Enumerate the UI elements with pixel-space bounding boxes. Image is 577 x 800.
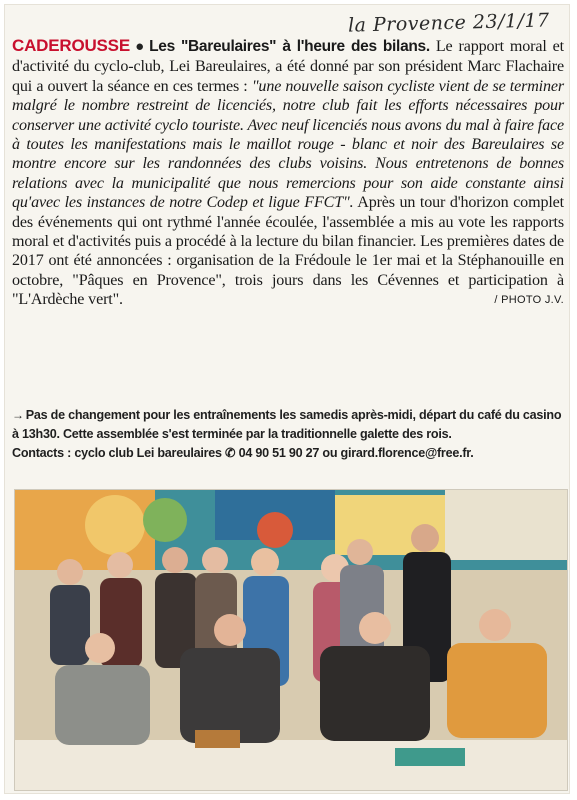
article-text bbox=[12, 36, 564, 310]
group-photo-illustration bbox=[15, 490, 567, 790]
article-lead: Le rapport moral et d'activité du cyclo-club, Lei Bareulaires, a été donné par son président Marc Flachaire qui a ouvert la séance en ces termes : bbox=[12, 38, 564, 95]
info-text: Pas de changement pour les entraînements les samedis après-midi, départ du café du casino à 13h30. Cette assemblée s'est terminée par la traditionnelle galette des rois. bbox=[12, 408, 562, 441]
article-body: Après un tour d'horizon complet des événements qui ont rythmé l'année écoulée, l'assemblée a mis au vote les rapports moral et d'activités puis a procédé à la lecture du bilan financier. Les premières dates de 2017 ont été annoncées : organisation de la Frédoule le 1er mai et la Stéphanouille en octobre, "Pâques en Provence", trois jours dans les Cévennes et participation à "L'Ardèche vert". bbox=[12, 194, 564, 309]
contacts-line: Contacts : cyclo club Lei bareulaires ✆ 04 90 51 90 27 ou girard.florence@free.fr. bbox=[12, 446, 474, 460]
kicker-town: CADEROUSSE bbox=[12, 36, 130, 55]
bullet-icon: ● bbox=[132, 39, 147, 55]
photo-credit: / PHOTO J.V. bbox=[494, 293, 564, 306]
handwritten-source-note: la Provence 23/1/17 bbox=[348, 9, 551, 37]
president-quote: "une nouvelle saison cycliste vient de se terminer malgré le nombre restreint de licenciés, notre club fait les efforts nécessaires pour conserver une activité cyclo touriste. Avec neuf licenciés nous avons du mal à faire face à toutes les manifestations mais le maillot rouge - blanc et noir des Bareulaires se montre encore sur les randonnées des clubs voisins. Nous entretenons de bonnes relations avec la municipalité que nous remercions pour son aide constante ainsi qu'avec les instances de notre Codep et ligue FFCT". bbox=[12, 77, 565, 212]
article-headline: Les "Bareulaires" à l'heure des bilans. bbox=[149, 38, 430, 55]
group-photo bbox=[14, 489, 568, 791]
arrow-icon: → bbox=[12, 408, 24, 422]
info-box bbox=[12, 406, 564, 463]
